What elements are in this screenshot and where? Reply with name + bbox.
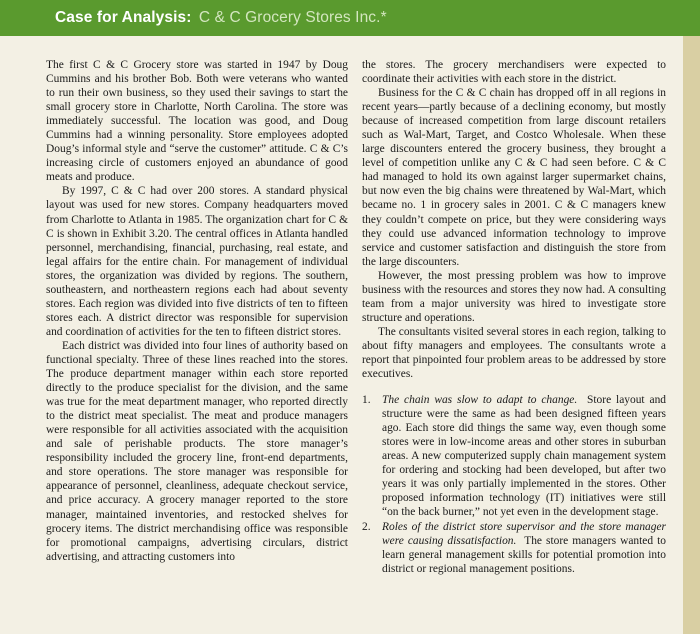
problem-heading: The chain was slow to adapt to change. bbox=[382, 394, 578, 407]
list-number: 2. bbox=[362, 520, 371, 533]
list-item bbox=[362, 393, 666, 519]
case-title: C & C Grocery Stores Inc.* bbox=[198, 9, 387, 26]
paragraph: However, the most pressing problem was how to improve business with the resources and stores they now had. A consulting team from a major university was hired to investigate store structure and operations. bbox=[362, 269, 666, 324]
right-column bbox=[362, 58, 666, 576]
case-header bbox=[55, 9, 387, 27]
paragraph: Each district was divided into four lines of authority based on functional specialty. Three of these lines reached into the stores. The produce department manager within each store reported directly to the produce specialist for the division, and the same was true for the meat department manager, who reported directly to the district meat specialist. The meat and produce managers were responsible for all activities associated with the acquisition and sale of perishable products. The store manager’s responsibility included the grocery line, front-end departments, and store operations. The store manager was responsible for appearance of personnel, cleanliness, adequate checkout service, and price accuracy. A grocery manager reported to the store manager, maintained inventories, and restocked shelves for grocery items. The district merchandising office was responsible for promotional campaigns, advertising circulars, district advertising, and attracting customers into bbox=[46, 339, 348, 563]
problem-text: Store layout and structure were the same as had been designed fifteen years ago. Each store did things the same way, even though some stores were in low-income areas and other stores in suburban areas. A new computerized supply chain management system for ordering and stocking had been developed, but after two years it was only partially implemented in the stores. Other proposed information technology (IT) initiatives were still “on the back burner,” not yet even in the development stage. bbox=[382, 394, 667, 519]
paragraph: The first C & C Grocery store was started in 1947 by Doug Cummins and his brother Bob. Both were veterans who wanted to run their own business, so they used their savings to start the small grocery store in Charlotte, North Carolina. The store was immediately successful. The location was good, and Doug Cummins had a winning personality. Store employees adopted Doug’s informal style and “serve the customer” attitude. C & C’s increasing circle of customers enjoyed an abundance of good meats and produce. bbox=[46, 59, 348, 184]
paragraph: the stores. The grocery merchandisers were expected to coordinate their activities with each store in the district. bbox=[362, 59, 666, 86]
problem-list bbox=[362, 393, 666, 576]
paragraph: Business for the C & C chain has dropped off in all regions in recent years—partly because of a declining economy, but mostly because of increased competition from large discount retailers such as Wal-Mart, Target, and Costco Wholesale. When these large discounters entered the grocery business, they brought a level of competition unlike any C & C had seen before. C & C had managed to hold its own against larger supermarket chains, but now even the big chains were threatened by Wal-Mart, which became no. 1 in grocery sales in 2001. C & C managers knew they couldn’t compete on price, but they were considering ways they could use advanced information technology to improve service and customer satisfaction and distinguish the store from the large discounters. bbox=[362, 87, 666, 268]
left-column bbox=[46, 58, 348, 564]
paragraph: By 1997, C & C had over 200 stores. A standard physical layout was used for new stores. Company headquarters moved from Charlotte to Atlanta in 1985. The organization chart for C & C is shown in Exhibit 3.20. The central offices in Atlanta handled personnel, merchandising, financial, purchasing, real estate, and legal affairs for the entire chain. For management of individual stores, the organization was divided by regions. The southern, southeastern, and northeastern regions each had about seventy stores. Each region was divided into five districts of ten to fifteen stores each. A district director was responsible for supervision and coordination of activities for the ten to fifteen district stores. bbox=[46, 185, 348, 338]
problem-text: The store managers wanted to learn general management skills for potential promotion into district or regional management positions. bbox=[382, 534, 667, 575]
list-number: 1. bbox=[362, 394, 371, 407]
problem-heading: Roles of the district store supervisor and the store manager were causing dissatisfaction. bbox=[382, 520, 666, 547]
case-label: Case for Analysis: bbox=[55, 9, 192, 26]
list-item bbox=[362, 520, 666, 576]
paragraph: The consultants visited several stores in each region, talking to about fifty managers and employees. The consultants wrote a report that pinpointed four problem areas to be addressed by store executives. bbox=[362, 325, 666, 381]
side-rule bbox=[683, 36, 700, 634]
